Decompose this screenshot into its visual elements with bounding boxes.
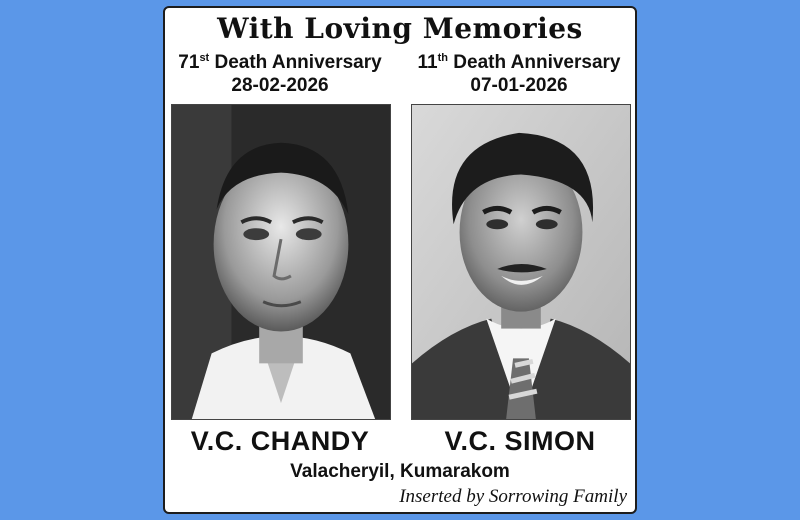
- right-anniversary-text: Death Anniversary: [448, 52, 621, 73]
- obituary-card: [163, 6, 637, 514]
- card-title: With Loving Memories: [217, 12, 583, 45]
- family-place: Valacheryil, Kumarakom: [290, 461, 510, 482]
- left-ordinal-suffix: st: [199, 52, 210, 64]
- left-anniversary-label: [165, 52, 395, 74]
- left-person-name: V.C. CHANDY: [190, 426, 370, 456]
- inserted-by-text: Inserted by Sorrowing Family: [399, 486, 627, 507]
- right-ordinal: 11: [417, 52, 438, 73]
- right-date: 07-01-2026: [470, 75, 568, 96]
- right-portrait-image: [412, 105, 630, 419]
- left-date: 28-02-2026: [231, 75, 329, 96]
- left-portrait-image: [172, 105, 390, 419]
- left-anniversary-text: Death Anniversary: [209, 52, 382, 73]
- right-portrait-photo: [411, 104, 631, 420]
- left-anniversary: [165, 52, 395, 98]
- right-ordinal-suffix: th: [437, 52, 448, 64]
- right-anniversary-label: [404, 52, 634, 74]
- right-anniversary: [404, 52, 634, 98]
- left-ordinal: 71: [178, 52, 200, 73]
- left-portrait-photo: [171, 104, 391, 420]
- right-person-name: V.C. SIMON: [444, 426, 596, 456]
